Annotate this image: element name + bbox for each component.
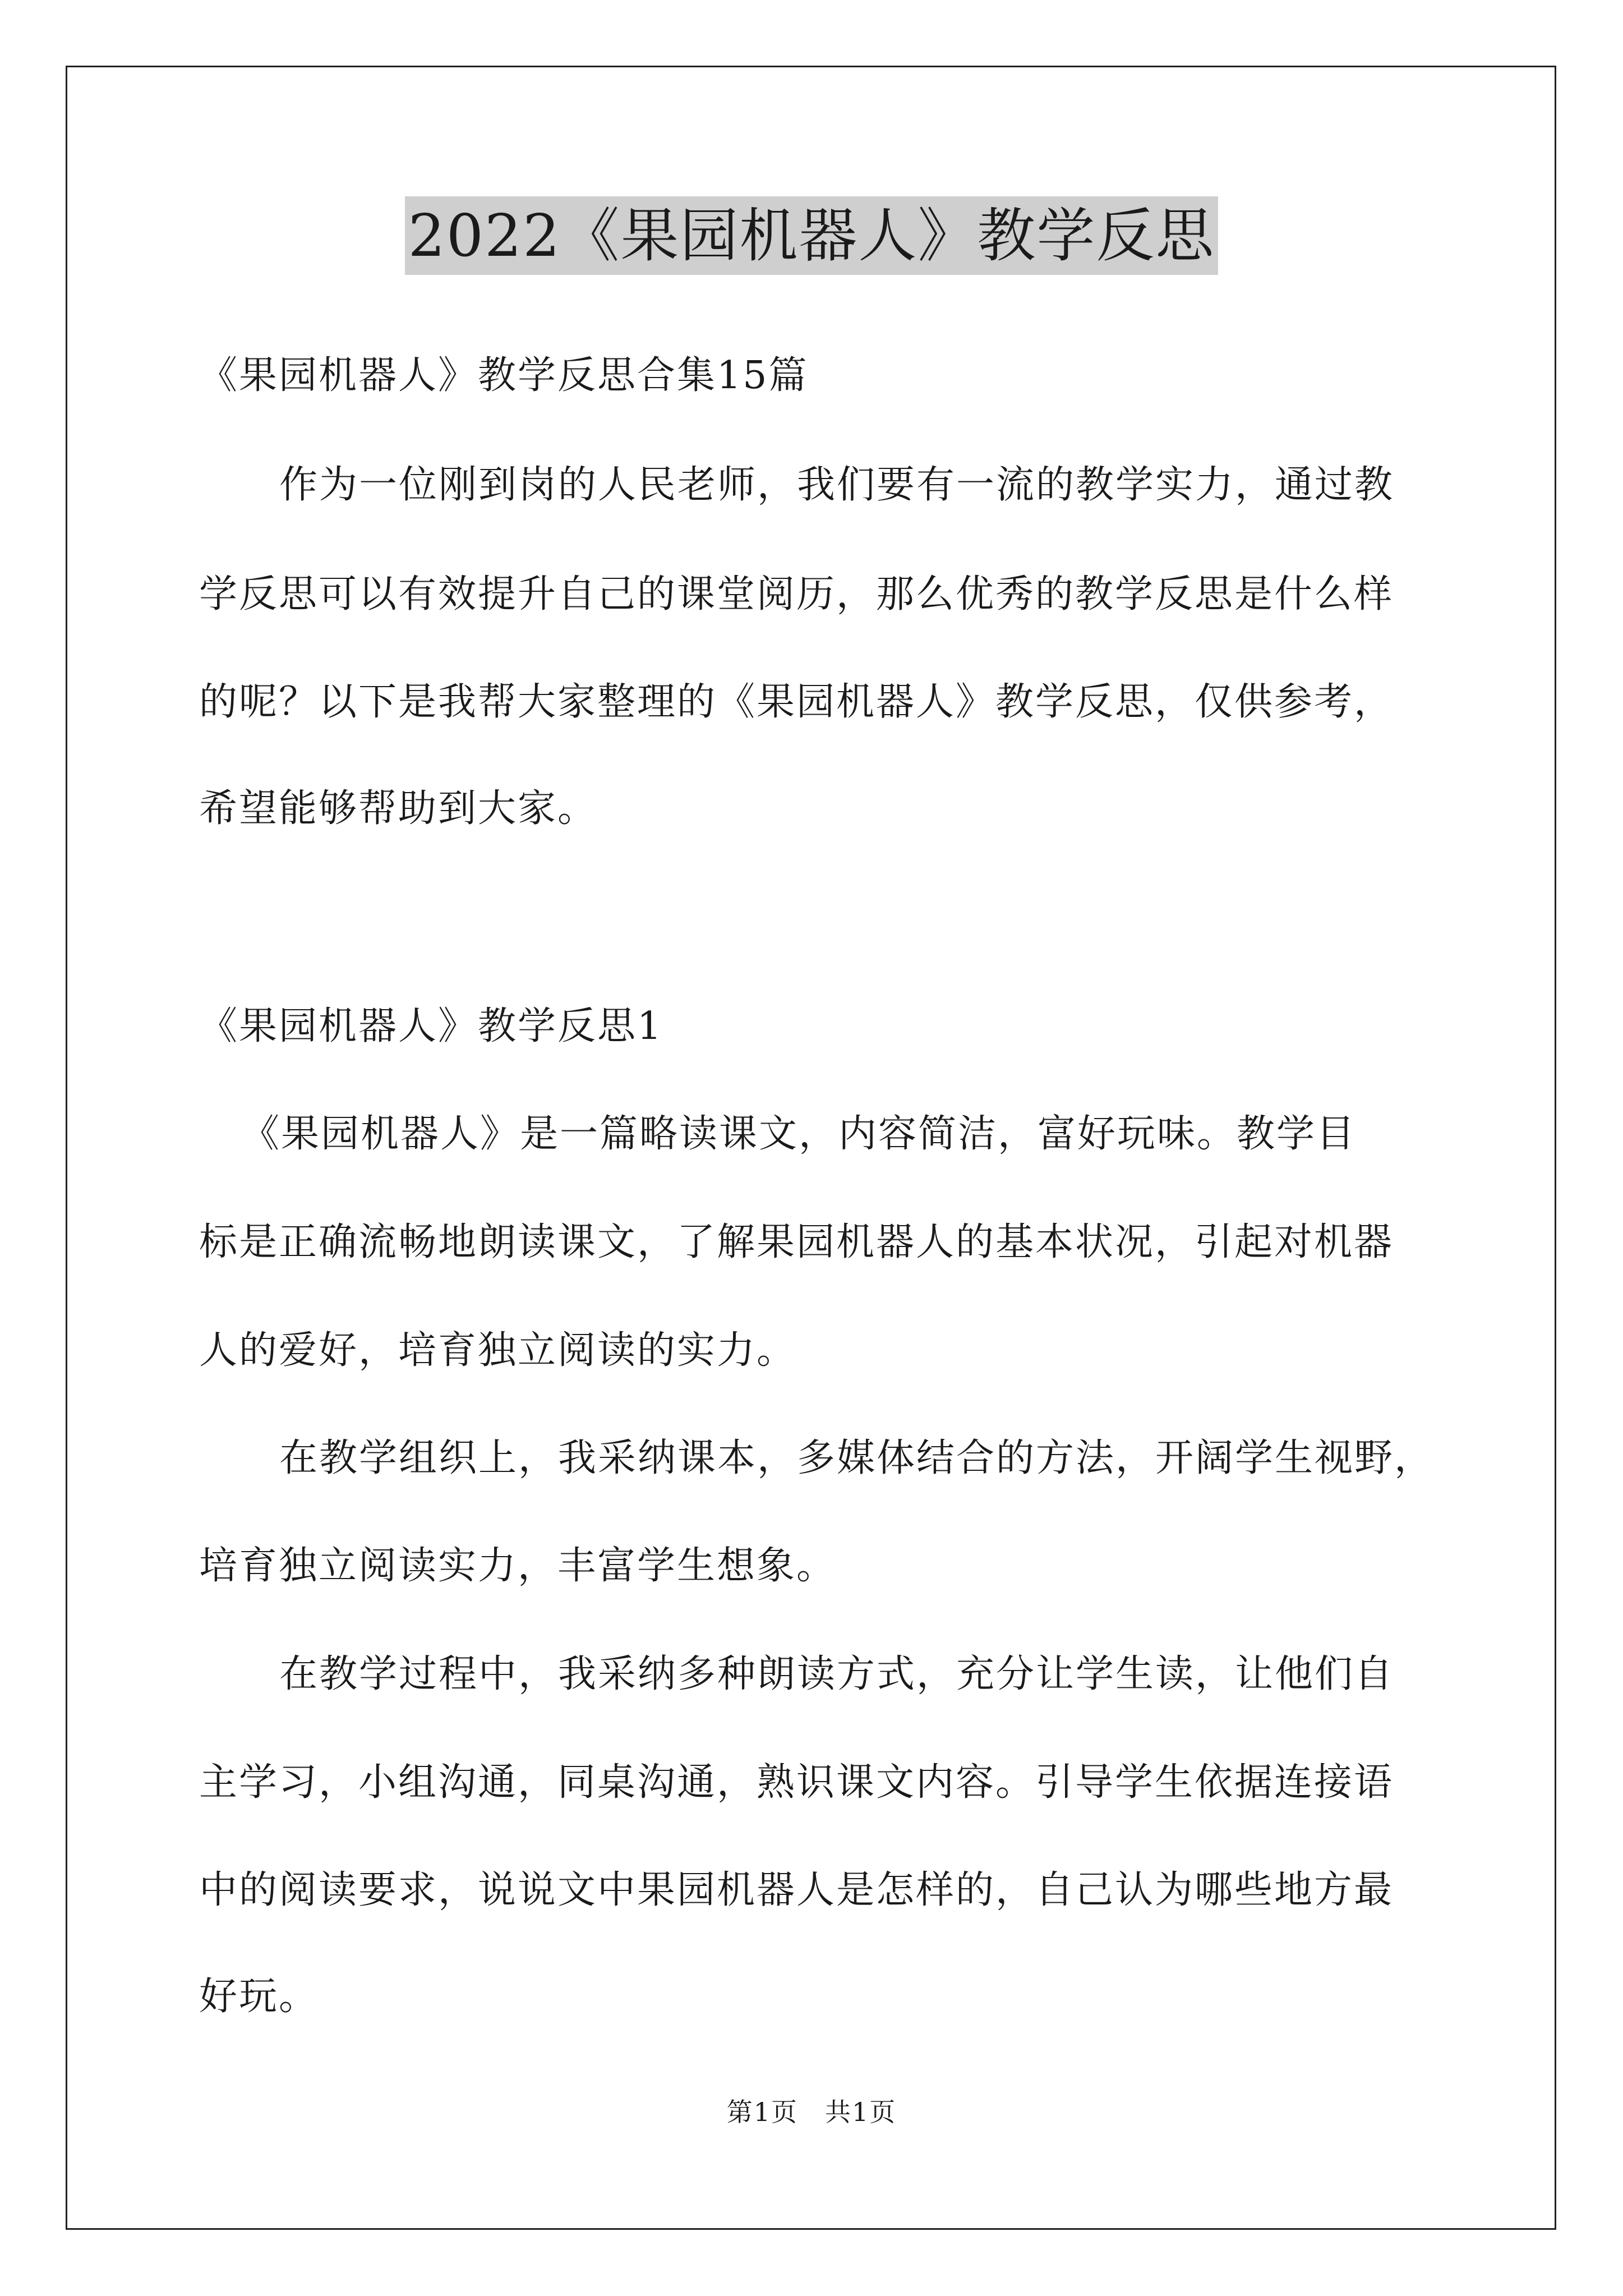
intro-line: 希望能够帮助到大家。 (199, 786, 598, 831)
body-line: 《果园机器人》是一篇略读课文，内容简洁，富好玩味。教学目 (241, 1112, 1357, 1156)
body-line: 标是正确流畅地朗读课文，了解果园机器人的基本状况，引起对机器 (199, 1220, 1394, 1264)
page-footer: 第1页 共1页 (726, 2097, 897, 2127)
intro-line: 的呢？以下是我帮大家整理的《果园机器人》教学反思，仅供参考， (199, 680, 1394, 724)
document-subtitle: 《果园机器人》教学反思合集15篇 (199, 353, 809, 398)
body-line: 培育独立阅读实力，丰富学生想象。 (199, 1544, 837, 1588)
body-line: 好玩。 (199, 1975, 319, 2019)
body-line: 中的阅读要求，说说文中果园机器人是怎样的，自己认为哪些地方最 (199, 1868, 1394, 1912)
body-line: 人的爱好，培育独立阅读的实力。 (199, 1328, 797, 1373)
body-line: 在教学过程中，我采纳多种朗读方式，充分让学生读，让他们自 (279, 1652, 1395, 1696)
document-title: 2022《果园机器人》教学反思 (405, 196, 1219, 275)
title-container (0, 196, 1623, 275)
section-heading: 《果园机器人》教学反思1 (199, 1004, 663, 1048)
body-line: 主学习，小组沟通，同桌沟通，熟识课文内容。引导学生依据连接语 (199, 1760, 1394, 1805)
intro-line: 学反思可以有效提升自己的课堂阅历，那么优秀的教学反思是什么样 (199, 572, 1394, 616)
body-line: 在教学组织上，我采纳课本，多媒体结合的方法，开阔学生视野， (279, 1436, 1435, 1480)
intro-line: 作为一位刚到岗的人民老师，我们要有一流的教学实力，通过教 (279, 463, 1395, 507)
